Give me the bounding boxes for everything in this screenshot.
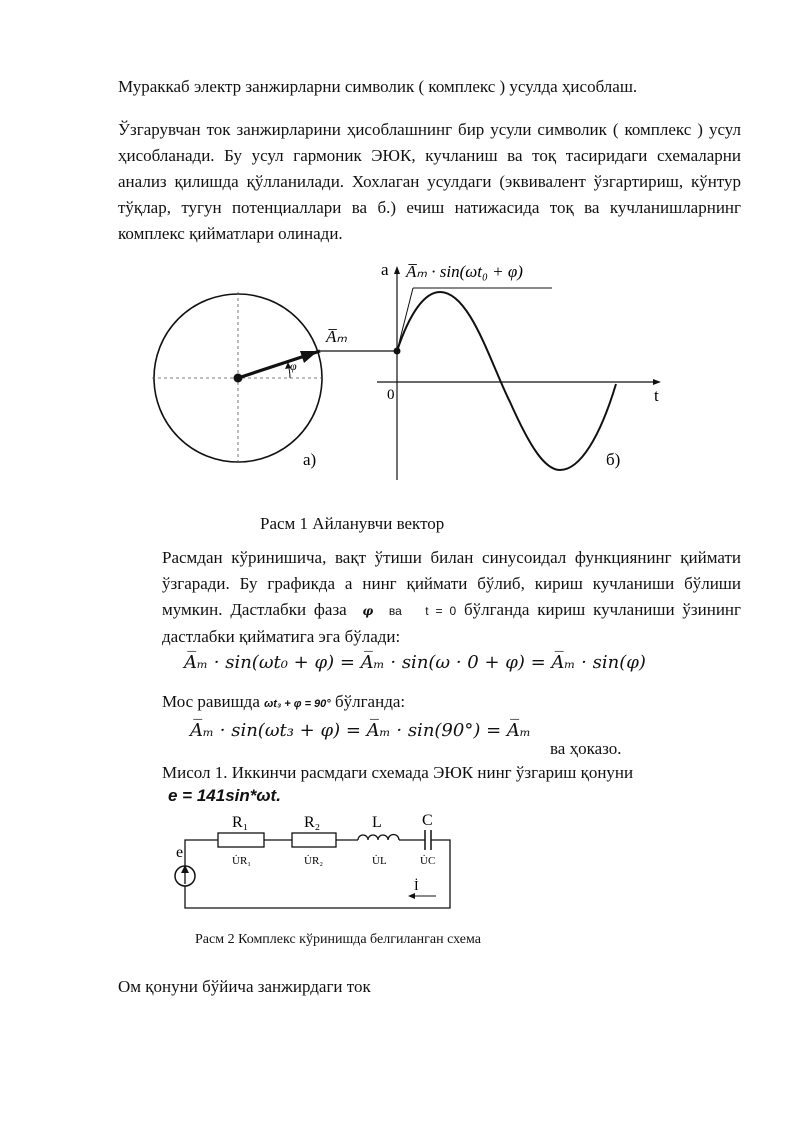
inductor-l [358, 835, 399, 841]
resistor-r2 [292, 833, 336, 847]
intro-paragraph: Ўзгарувчан ток занжирларини ҳисоблашнинг бир усули символик ( комплекс ) усул ҳисобланади. Бу усул гармоник ЭЮК, кучланиш ва тоқ тасиридаги схемаларни анализ қилишда қўлланилади. Хохлаган усулдаги (эквивалент ўзгартириш, кўнтур тўқлар, тугун потенциаллари ва б.) ечиш натижасида тоқ ва кучланишларнинг комплекс қийматлари олинади. [118, 120, 741, 243]
r2-label: R₂ [304, 814, 321, 831]
formula-initial-value: A̅ₘ · sin(ωt₀ + φ) = A̅ₘ · sin(ω · 0 + φ) = A̅ₘ · sin(φ) [184, 652, 646, 673]
uc-label: U̇C [420, 855, 436, 867]
phi-label: φ [290, 359, 297, 373]
c-label: C [422, 812, 433, 829]
a-axis-label: a [381, 260, 389, 279]
sine-curve [397, 292, 616, 470]
r1-label: R₁ [232, 814, 249, 831]
zero-label: 0 [387, 387, 395, 403]
ul-label: U̇L [372, 855, 387, 867]
paragraph-rotating-vector: Расмдан кўринишича, вақт ўтиши билан синусоидал функциянинг қиймати ўзгаради. Бу графикда а нинг қиймати бўлиб, кириш кучланиши бўлиши мумкин. Дастлабки фаза φ ва t = 0 бўлганда кириш кучланиши ўзининг дастлабки қийматига эга бўлади: [162, 548, 741, 646]
ur1-label: U̇R₁ [232, 855, 252, 867]
t-axis-label: t [654, 386, 659, 405]
ohm-law-text: Ом қонуни бўйича занжирдаги ток [118, 977, 371, 996]
vector-label: A̅ₘ [326, 327, 347, 346]
paragraph-condition: Мос равишда ωt₃ + φ = 90° бўлганда: [162, 692, 406, 711]
top-formula-label: A̅ₘ · sin(ωt₀ + φ) [406, 262, 523, 281]
l-label: L [372, 814, 382, 831]
figure2-caption: Расм 2 Комплекс кўринишда белгиланган схема [195, 932, 481, 947]
figure1-caption: Расм 1 Айланувчи вектор [260, 514, 445, 533]
figure-rotating-vector [140, 252, 680, 482]
formula-max-value: A̅ₘ · sin(ωt₃ + φ) = A̅ₘ · sin(90°) = A̅ₘ [190, 720, 531, 741]
part-b-label: б) [606, 450, 621, 469]
e-label: e [176, 844, 184, 861]
ur2-label: U̇R₂ [304, 855, 324, 867]
resistor-r1 [218, 833, 264, 847]
current-label: İ [414, 879, 419, 894]
example-text: Мисол 1. Иккинчи расмдаги схемада ЭЮК нинг ўзгариш қонуни [162, 763, 634, 782]
emf-law: e = 141sin*ωt. [168, 786, 281, 805]
etc-text: ва ҳоказо. [550, 739, 622, 758]
page-title: Мураккаб электр занжирларни символик ( комплекс ) усулда ҳисоблаш. [118, 77, 638, 96]
figure-circuit [168, 808, 468, 918]
part-a-label: а) [303, 450, 317, 469]
